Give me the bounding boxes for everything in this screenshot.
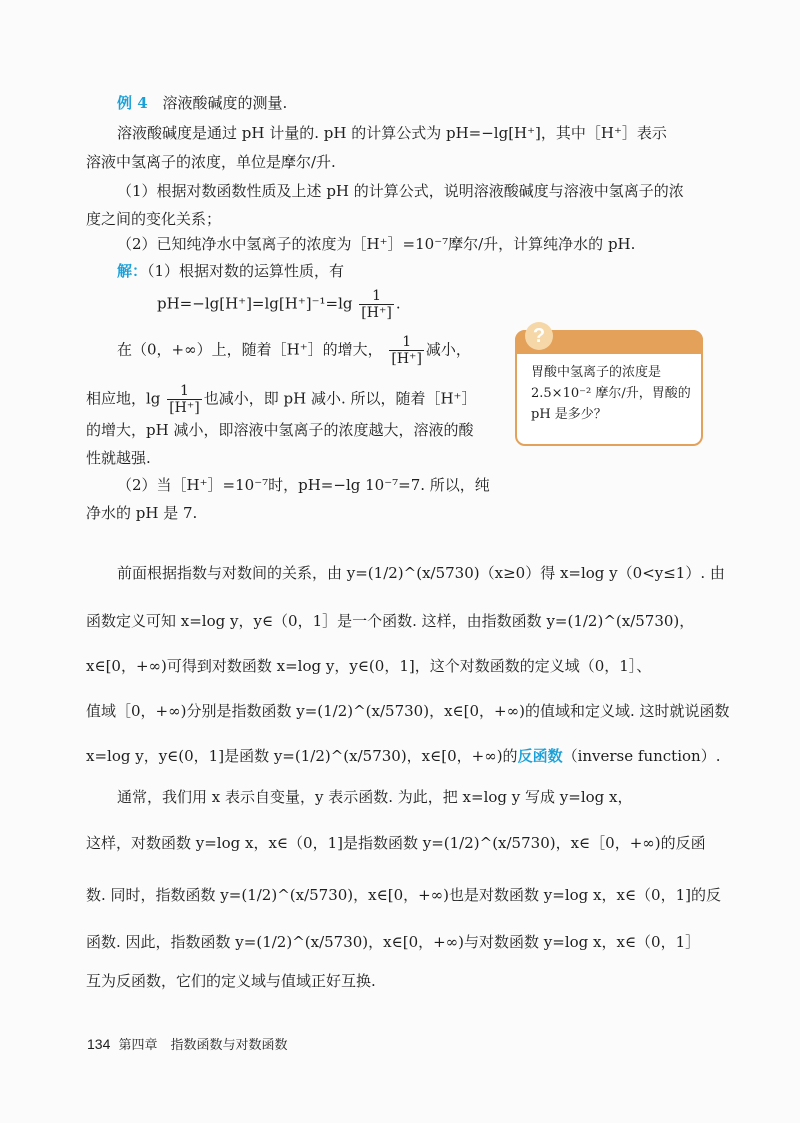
page-footer	[87, 1034, 288, 1053]
fraction-denominator: [H⁺]	[169, 400, 200, 416]
chapter-title: 第四章 指数函数与对数函数	[118, 1038, 288, 1053]
text-line: 性就越强.	[86, 449, 151, 467]
text-line: 值域［0，+∞)分别是指数函数 y=(1/2)^(x/5730)，x∈[0，+∞)的值域和定义域. 这时就说函数	[86, 702, 730, 720]
fraction	[389, 334, 424, 367]
callout-text: 胃酸中氢离子的浓度是 2.5×10⁻² 摩尔/升，胃酸的 pH 是多少？	[531, 365, 691, 422]
text-line: 溶液酸碱度是通过 pH 计量的. pH 的计算公式为 pH=−lg[H⁺]，其中［H⁺］表示	[117, 124, 667, 142]
text-line: 前面根据指数与对数间的关系，由 y=(1/2)^(x/5730)（x≥0）得 x=log y（0<y≤1）. 由	[117, 564, 725, 582]
formula-text: pH=−lg[H⁺]=lg[H⁺]⁻¹=lg	[157, 294, 353, 313]
text-segment: 相应地，lg	[86, 389, 161, 408]
text-segment: 减小，	[425, 340, 471, 359]
formula-line: pH=−lg[H⁺]=lg[H⁺]⁻¹=lg $\frac{1}{[H^+]}$ .	[157, 288, 401, 321]
solution-label: 解：	[117, 262, 148, 280]
text-segment: 也减小，即 pH 减小. 所以，随着［H⁺］	[203, 389, 477, 408]
text-line	[86, 745, 720, 767]
text-line: 溶液中氢离子的浓度，单位是摩尔/升.	[86, 153, 336, 171]
example-label: 例 4	[117, 94, 148, 112]
text-line: 互为反函数，它们的定义域与值域正好互换.	[86, 972, 376, 990]
fraction-denominator: [H⁺]	[391, 351, 422, 367]
fraction	[167, 383, 202, 416]
text-line: 这样，对数函数 y=log x，x∈（0，1]是指数函数 y=(1/2)^(x/5730)，x∈［0，+∞)的反函	[86, 834, 706, 852]
text-line: 函数. 因此，指数函数 y=(1/2)^(x/5730)，x∈[0，+∞)与对数函数 y=log x，x∈（0，1］	[86, 933, 701, 951]
fraction-numerator: 1	[167, 383, 202, 400]
text-line: 度之间的变化关系；	[86, 210, 222, 228]
text-line: 通常，我们用 x 表示自变量，y 表示函数. 为此，把 x=log y 写成 y=log x，	[117, 788, 633, 806]
fraction-denominator: [H⁺]	[361, 305, 392, 321]
example-title: 溶液酸碱度的测量.	[162, 94, 288, 112]
solution-line	[117, 260, 344, 282]
term-inverse-function: 反函数	[517, 747, 563, 765]
text-line: （2）当［H⁺］=10⁻⁷时，pH=−lg 10⁻⁷=7. 所以，纯	[117, 476, 490, 494]
fraction-numerator: 1	[389, 334, 424, 351]
text-line	[117, 334, 471, 367]
solution-text: （1）根据对数的运算性质，有	[147, 262, 345, 280]
text-line: （1）根据对数函数性质及上述 pH 的计算公式，说明溶液酸碱度与溶液中氢离子的浓	[117, 182, 684, 200]
text-line: 函数定义可知 x=log y，y∈（0，1］是一个函数. 这样，由指数函数 y=(1/2)^(x/5730)，	[86, 612, 695, 630]
question-callout	[515, 325, 703, 446]
example-heading	[117, 92, 287, 114]
text-segment: x=log y，y∈(0，1]是函数 y=(1/2)^(x/5730)，x∈[0，+∞)的	[86, 747, 518, 765]
text-line: 的增大，pH 减小，即溶液中氢离子的浓度越大，溶液的酸	[86, 421, 474, 439]
question-mark-icon: ?	[525, 322, 553, 350]
text-line: 净水的 pH 是 7.	[86, 504, 198, 522]
fraction	[359, 288, 394, 321]
text-segment: 在（0，+∞）上，随着［H⁺］的增大，	[117, 340, 383, 359]
text-line	[86, 383, 476, 416]
text-line: 数. 同时，指数函数 y=(1/2)^(x/5730)，x∈[0，+∞)也是对数函数 y=log x，x∈（0，1]的反	[86, 886, 721, 904]
text-line: （2）已知纯净水中氢离子的浓度为［H⁺］=10⁻⁷摩尔/升，计算纯净水的 pH.	[117, 235, 636, 253]
page-number: 134	[87, 1036, 111, 1052]
text-line: x∈[0，+∞)可得到对数函数 x=log y，y∈(0，1]，这个对数函数的定义域（0，1］、	[86, 657, 652, 675]
text-segment: （inverse function）.	[562, 747, 721, 765]
fraction-numerator: 1	[359, 288, 394, 305]
